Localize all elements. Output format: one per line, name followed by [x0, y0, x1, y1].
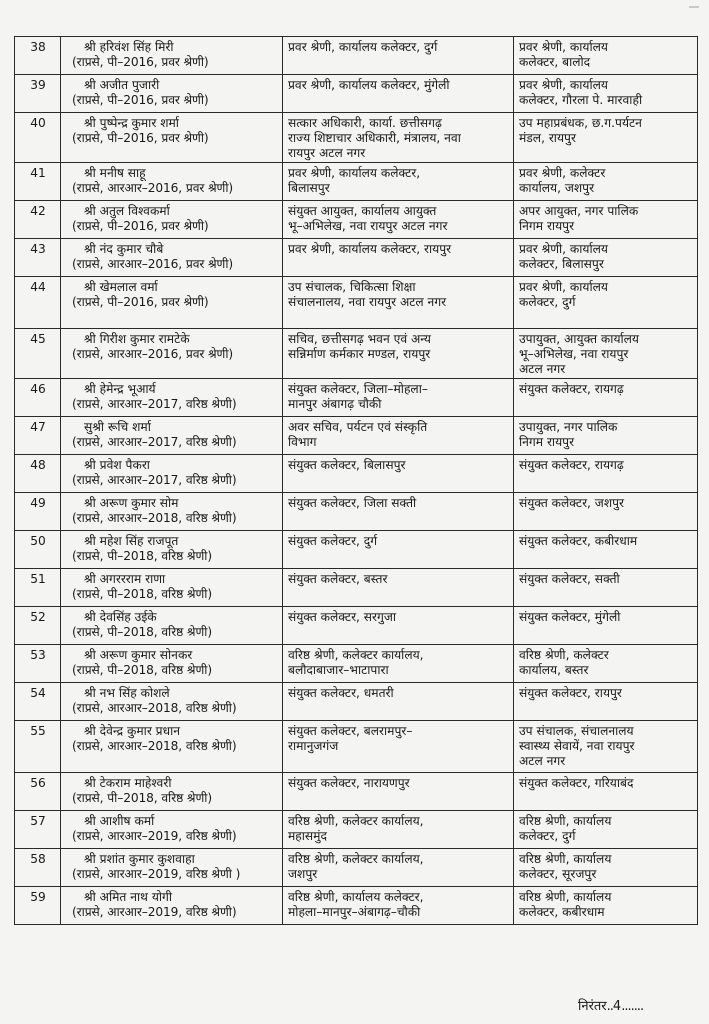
- officer-name: श्री अजीत पुजारी: [84, 78, 160, 92]
- current-posting: [283, 811, 514, 849]
- new-posting: [514, 163, 698, 201]
- service-details: (राप्रसे, आरआर–2017, वरिष्ठ श्रेणी): [72, 435, 237, 449]
- new-posting-line: कलेक्टर, कबीरधाम: [519, 905, 605, 919]
- new-posting-line: संयुक्त कलेक्टर, जशपुर: [519, 496, 625, 510]
- table-row: [15, 721, 698, 773]
- current-posting: [283, 493, 514, 531]
- new-posting: [514, 75, 698, 113]
- new-posting-line: संयुक्त कलेक्टर, सक्ती: [519, 572, 620, 586]
- new-posting: [514, 849, 698, 887]
- current-posting: [283, 201, 514, 239]
- officer-cell: [61, 201, 283, 239]
- service-details: (राप्रसे, आरआर–2016, प्रवर श्रेणी): [72, 347, 234, 361]
- current-posting: [283, 773, 514, 811]
- new-posting-line: कलेक्टर, बिलासपुर: [519, 257, 604, 271]
- officer-name: श्री प्रशांत कुमार कुशवाहा: [84, 852, 195, 866]
- current-posting-line: वरिष्ठ श्रेणी, कलेक्टर कार्यालय,: [288, 648, 424, 662]
- service-details: (राप्रसे, पी–2016, प्रवर श्रेणी): [72, 219, 209, 233]
- current-posting-line: सन्निर्माण कर्मकार मण्डल, रायपुर: [288, 347, 431, 361]
- officer-name: श्री हेमेन्द्र भूआर्य: [84, 382, 156, 396]
- current-posting-line: वरिष्ठ श्रेणी, कार्यालय कलेक्टर,: [288, 890, 424, 904]
- officer-cell: [61, 493, 283, 531]
- officer-name: श्री गिरीश कुमार रामटेके: [84, 332, 190, 346]
- officer-cell: [61, 773, 283, 811]
- table-row: [15, 379, 698, 417]
- officer-cell: [61, 239, 283, 277]
- new-posting-line: वरिष्ठ श्रेणी, कार्यालय: [519, 814, 612, 828]
- new-posting: [514, 887, 698, 925]
- officer-cell: [61, 455, 283, 493]
- current-posting-line: बिलासपुर: [288, 181, 330, 195]
- current-posting: [283, 849, 514, 887]
- serial-number: 43: [15, 239, 61, 277]
- officer-cell: [61, 811, 283, 849]
- officer-cell: [61, 329, 283, 379]
- current-posting-line: सचिव, छत्तीसगढ़ भवन एवं अन्य: [288, 332, 431, 346]
- officer-name: श्री खेमलाल वर्मा: [84, 280, 158, 294]
- table-row: [15, 201, 698, 239]
- table-row: [15, 75, 698, 113]
- serial-number: 39: [15, 75, 61, 113]
- table-row: [15, 849, 698, 887]
- page-edge-mark: [689, 6, 699, 8]
- table-row: [15, 531, 698, 569]
- new-posting: [514, 113, 698, 163]
- new-posting-line: प्रवर श्रेणी, कार्यालय: [519, 78, 608, 92]
- transfer-table: [14, 36, 698, 925]
- current-posting-line: प्रवर श्रेणी, कार्यालय कलेक्टर, दुर्ग: [288, 40, 438, 54]
- service-details: (राप्रसे, पी–2018, वरिष्ठ श्रेणी): [72, 549, 212, 563]
- current-posting-line: संयुक्त कलेक्टर, बिलासपुर: [288, 458, 406, 472]
- current-posting: [283, 37, 514, 75]
- next-page-number: 4: [612, 999, 622, 1014]
- service-details: (राप्रसे, पी–2018, वरिष्ठ श्रेणी): [72, 791, 212, 805]
- table-row: [15, 683, 698, 721]
- service-details: (राप्रसे, आरआर–2017, वरिष्ठ श्रेणी): [72, 397, 237, 411]
- officer-cell: [61, 417, 283, 455]
- officer-name: श्री नभ सिंह कोशले: [84, 686, 170, 700]
- new-posting: [514, 239, 698, 277]
- officer-cell: [61, 607, 283, 645]
- current-posting-line: प्रवर श्रेणी, कार्यालय कलेक्टर, रायपुर: [288, 242, 452, 256]
- new-posting-line: प्रवर श्रेणी, कार्यालय: [519, 280, 608, 294]
- new-posting-line: उप संचालक, संचालनालय: [519, 724, 634, 738]
- serial-number: 58: [15, 849, 61, 887]
- current-posting-line: उप संचालक, चिकित्सा शिक्षा: [288, 280, 416, 294]
- new-posting: [514, 683, 698, 721]
- new-posting-line: संयुक्त कलेक्टर, रायपुर: [519, 686, 622, 700]
- officer-name: श्री आशीष कर्मा: [84, 814, 155, 828]
- table-row: [15, 811, 698, 849]
- serial-number: 55: [15, 721, 61, 773]
- new-posting-line: अटल नगर: [519, 754, 566, 768]
- current-posting: [283, 277, 514, 329]
- new-posting-line: संयुक्त कलेक्टर, रायगढ़: [519, 382, 624, 396]
- new-posting-line: मंडल, रायपुर: [519, 131, 576, 145]
- current-posting-line: प्रवर श्रेणी, कार्यालय कलेक्टर,: [288, 166, 421, 180]
- new-posting-line: वरिष्ठ श्रेणी, कार्यालय: [519, 890, 612, 904]
- service-details: (राप्रसे, आरआर–2019, वरिष्ठ श्रेणी): [72, 905, 237, 919]
- serial-number: 45: [15, 329, 61, 379]
- new-posting-line: संयुक्त कलेक्टर, कबीरधाम: [519, 534, 638, 548]
- table-row: [15, 239, 698, 277]
- serial-number: 47: [15, 417, 61, 455]
- serial-number: 38: [15, 37, 61, 75]
- officer-name: श्री अमित नाथ योगी: [84, 890, 173, 904]
- current-posting-line: संयुक्त कलेक्टर, सरगुजा: [288, 610, 397, 624]
- new-posting-line: कलेक्टर, दुर्ग: [519, 829, 576, 843]
- service-details: (राप्रसे, पी–2016, प्रवर श्रेणी): [72, 295, 209, 309]
- new-posting-line: कलेक्टर, दुर्ग: [519, 295, 576, 309]
- new-posting: [514, 329, 698, 379]
- transfer-order-sheet: [14, 36, 697, 925]
- officer-name: श्री हरिवंश सिंह मिरी: [84, 40, 174, 54]
- current-posting-line: संचालनालय, नवा रायपुर अटल नगर: [288, 295, 447, 309]
- serial-number: 59: [15, 887, 61, 925]
- officer-name: श्री मनीष साहू: [84, 166, 146, 180]
- new-posting-line: अपर आयुक्त, नगर पालिक: [519, 204, 639, 218]
- service-details: (राप्रसे, आरआर–2018, वरिष्ठ श्रेणी): [72, 701, 237, 715]
- officer-name: श्री नंद कुमार चौबे: [84, 242, 164, 256]
- current-posting: [283, 163, 514, 201]
- current-posting-line: संयुक्त कलेक्टर, बस्तर: [288, 572, 388, 586]
- new-posting-line: प्रवर श्रेणी, कार्यालय: [519, 242, 608, 256]
- serial-number: 57: [15, 811, 61, 849]
- service-details: (राप्रसे, पी–2018, वरिष्ठ श्रेणी): [72, 587, 212, 601]
- current-posting-line: रामानुजगंज: [288, 739, 339, 753]
- new-posting: [514, 455, 698, 493]
- current-posting-line: भू–अभिलेख, नवा रायपुर अटल नगर: [288, 219, 448, 233]
- new-posting: [514, 379, 698, 417]
- table-row: [15, 773, 698, 811]
- new-posting: [514, 811, 698, 849]
- current-posting-line: संयुक्त कलेक्टर, धमतरी: [288, 686, 394, 700]
- officer-name: श्री देवेन्द्र कुमार प्रधान: [84, 724, 181, 738]
- serial-number: 50: [15, 531, 61, 569]
- serial-number: 53: [15, 645, 61, 683]
- new-posting-line: कार्यालय, बस्तर: [519, 663, 589, 677]
- officer-cell: [61, 849, 283, 887]
- new-posting-line: उपायुक्त, नगर पालिक: [519, 420, 618, 434]
- service-details: (राप्रसे, पी–2016, प्रवर श्रेणी): [72, 93, 209, 107]
- serial-number: 42: [15, 201, 61, 239]
- new-posting: [514, 201, 698, 239]
- officer-cell: [61, 75, 283, 113]
- current-posting: [283, 531, 514, 569]
- officer-name: सुश्री रूचि शर्मा: [84, 420, 151, 434]
- current-posting: [283, 75, 514, 113]
- current-posting: [283, 239, 514, 277]
- officer-cell: [61, 721, 283, 773]
- current-posting-line: संयुक्त आयुक्त, कार्यालय आयुक्त: [288, 204, 437, 218]
- service-details: (राप्रसे, आरआर–2018, वरिष्ठ श्रेणी): [72, 511, 237, 525]
- officer-name: श्री अगररराम राणा: [84, 572, 166, 586]
- new-posting-line: प्रवर श्रेणी, कलेक्टर: [519, 166, 606, 180]
- officer-cell: [61, 887, 283, 925]
- officer-name: श्री अतुल विश्वकर्मा: [84, 204, 170, 218]
- serial-number: 44: [15, 277, 61, 329]
- current-posting-line: संयुक्त कलेक्टर, दुर्ग: [288, 534, 378, 548]
- new-posting-line: स्वास्थ्य सेवायें, नवा रायपुर: [519, 739, 635, 753]
- new-posting-line: कार्यालय, जशपुर: [519, 181, 595, 195]
- service-details: (राप्रसे, आरआर–2019, वरिष्ठ श्रेणी ): [72, 867, 241, 881]
- current-posting: [283, 887, 514, 925]
- service-details: (राप्रसे, आरआर–2017, वरिष्ठ श्रेणी): [72, 473, 237, 487]
- current-posting-line: संयुक्त कलेक्टर, नारायणपुर: [288, 776, 410, 790]
- current-posting: [283, 569, 514, 607]
- service-details: (राप्रसे, आरआर–2018, वरिष्ठ श्रेणी): [72, 739, 237, 753]
- new-posting: [514, 37, 698, 75]
- current-posting-line: वरिष्ठ श्रेणी, कलेक्टर कार्यालय,: [288, 852, 424, 866]
- serial-number: 52: [15, 607, 61, 645]
- table-row: [15, 645, 698, 683]
- current-posting: [283, 417, 514, 455]
- current-posting: [283, 721, 514, 773]
- new-posting-line: संयुक्त कलेक्टर, मुंगेली: [519, 610, 621, 624]
- table-row: [15, 455, 698, 493]
- officer-name: श्री अरूण कुमार सोनकर: [84, 648, 193, 662]
- new-posting: [514, 607, 698, 645]
- service-details: (राप्रसे, पी–2016, प्रवर श्रेणी): [72, 131, 209, 145]
- service-details: (राप्रसे, आरआर–2016, प्रवर श्रेणी): [72, 181, 234, 195]
- table-row: [15, 417, 698, 455]
- table-row: [15, 37, 698, 75]
- current-posting-line: बलौदाबाजार–भाटापारा: [288, 663, 389, 677]
- new-posting: [514, 417, 698, 455]
- new-posting-line: कलेक्टर, सूरजपुर: [519, 867, 597, 881]
- new-posting: [514, 277, 698, 329]
- officer-name: श्री अरूण कुमार सोम: [84, 496, 179, 510]
- serial-number: 40: [15, 113, 61, 163]
- serial-number: 54: [15, 683, 61, 721]
- service-details: (राप्रसे, पी–2016, प्रवर श्रेणी): [72, 55, 209, 69]
- table-row: [15, 493, 698, 531]
- current-posting-line: संयुक्त कलेक्टर, जिला–मोहला–: [288, 382, 428, 396]
- new-posting-line: वरिष्ठ श्रेणी, कार्यालय: [519, 852, 612, 866]
- officer-cell: [61, 277, 283, 329]
- new-posting-line: उप महाप्रबंधक, छ.ग.पर्यटन: [519, 116, 642, 130]
- continued-label: निरंतर: [578, 999, 607, 1014]
- new-posting-line: निगम रायपुर: [519, 435, 575, 449]
- officer-cell: [61, 683, 283, 721]
- table-row: [15, 887, 698, 925]
- officer-cell: [61, 379, 283, 417]
- officer-cell: [61, 163, 283, 201]
- service-details: (राप्रसे, पी–2018, वरिष्ठ श्रेणी): [72, 663, 212, 677]
- serial-number: 56: [15, 773, 61, 811]
- current-posting: [283, 455, 514, 493]
- current-posting-line: मानपुर अंबागढ़ चौकी: [288, 397, 382, 411]
- continuation-note: निरंतर..4.......: [578, 999, 644, 1014]
- new-posting-line: भू–अभिलेख, नवा रायपुर: [519, 347, 629, 361]
- officer-name: श्री देवसिंह उईके: [84, 610, 157, 624]
- table-row: [15, 329, 698, 379]
- current-posting-line: संयुक्त कलेक्टर, जिला सक्ती: [288, 496, 417, 510]
- officer-name: श्री पुष्पेन्द्र कुमार शर्मा: [84, 116, 179, 130]
- current-posting-line: राज्य शिष्टाचार अधिकारी, मंत्रालय, नवा: [288, 131, 461, 145]
- new-posting: [514, 493, 698, 531]
- service-details: (राप्रसे, आरआर–2019, वरिष्ठ श्रेणी): [72, 829, 237, 843]
- table-row: [15, 163, 698, 201]
- table-row: [15, 277, 698, 329]
- table-row: [15, 607, 698, 645]
- serial-number: 51: [15, 569, 61, 607]
- current-posting-line: अवर सचिव, पर्यटन एवं संस्कृति: [288, 420, 428, 434]
- officer-cell: [61, 645, 283, 683]
- officer-name: श्री टेकराम माहेश्वरी: [84, 776, 172, 790]
- new-posting-line: निगम रायपुर: [519, 219, 575, 233]
- current-posting-line: जशपुर: [288, 867, 318, 881]
- officer-cell: [61, 113, 283, 163]
- new-posting-line: उपायुक्त, आयुक्त कार्यालय: [519, 332, 640, 346]
- service-details: (राप्रसे, आरआर–2016, प्रवर श्रेणी): [72, 257, 234, 271]
- current-posting-line: मोहला–मानपुर–अंबागढ़–चौकी: [288, 905, 421, 919]
- new-posting: [514, 569, 698, 607]
- service-details: (राप्रसे, पी–2018, वरिष्ठ श्रेणी): [72, 625, 212, 639]
- current-posting-line: महासमुंद: [288, 829, 327, 843]
- current-posting: [283, 379, 514, 417]
- current-posting-line: वरिष्ठ श्रेणी, कलेक्टर कार्यालय,: [288, 814, 424, 828]
- current-posting-line: संयुक्त कलेक्टर, बलरामपुर–: [288, 724, 413, 738]
- new-posting-line: वरिष्ठ श्रेणी, कलेक्टर: [519, 648, 609, 662]
- current-posting: [283, 683, 514, 721]
- new-posting-line: संयुक्त कलेक्टर, गरियाबंद: [519, 776, 634, 790]
- current-posting: [283, 113, 514, 163]
- new-posting-line: अटल नगर: [519, 362, 566, 376]
- serial-number: 46: [15, 379, 61, 417]
- current-posting: [283, 329, 514, 379]
- new-posting-line: प्रवर श्रेणी, कार्यालय: [519, 40, 608, 54]
- new-posting: [514, 531, 698, 569]
- serial-number: 48: [15, 455, 61, 493]
- officer-name: श्री प्रवेश पैकरा: [84, 458, 150, 472]
- new-posting-line: संयुक्त कलेक्टर, रायगढ़: [519, 458, 624, 472]
- current-posting-line: विभाग: [288, 435, 317, 449]
- current-posting-line: रायपुर अटल नगर: [288, 146, 366, 160]
- serial-number: 41: [15, 163, 61, 201]
- table-row: [15, 569, 698, 607]
- current-posting: [283, 645, 514, 683]
- current-posting-line: प्रवर श्रेणी, कार्यालय कलेक्टर, मुंगेली: [288, 78, 450, 92]
- new-posting-line: कलेक्टर, बालोद: [519, 55, 591, 69]
- officer-cell: [61, 531, 283, 569]
- new-posting: [514, 645, 698, 683]
- officer-cell: [61, 569, 283, 607]
- table-row: [15, 113, 698, 163]
- current-posting: [283, 607, 514, 645]
- officer-cell: [61, 37, 283, 75]
- current-posting-line: सत्कार अधिकारी, कार्या. छत्तीसगढ़: [288, 116, 442, 130]
- serial-number: 49: [15, 493, 61, 531]
- new-posting: [514, 721, 698, 773]
- officer-name: श्री महेश सिंह राजपूत: [84, 534, 179, 548]
- new-posting-line: कलेक्टर, गौरला पे. मारवाही: [519, 93, 643, 107]
- new-posting: [514, 773, 698, 811]
